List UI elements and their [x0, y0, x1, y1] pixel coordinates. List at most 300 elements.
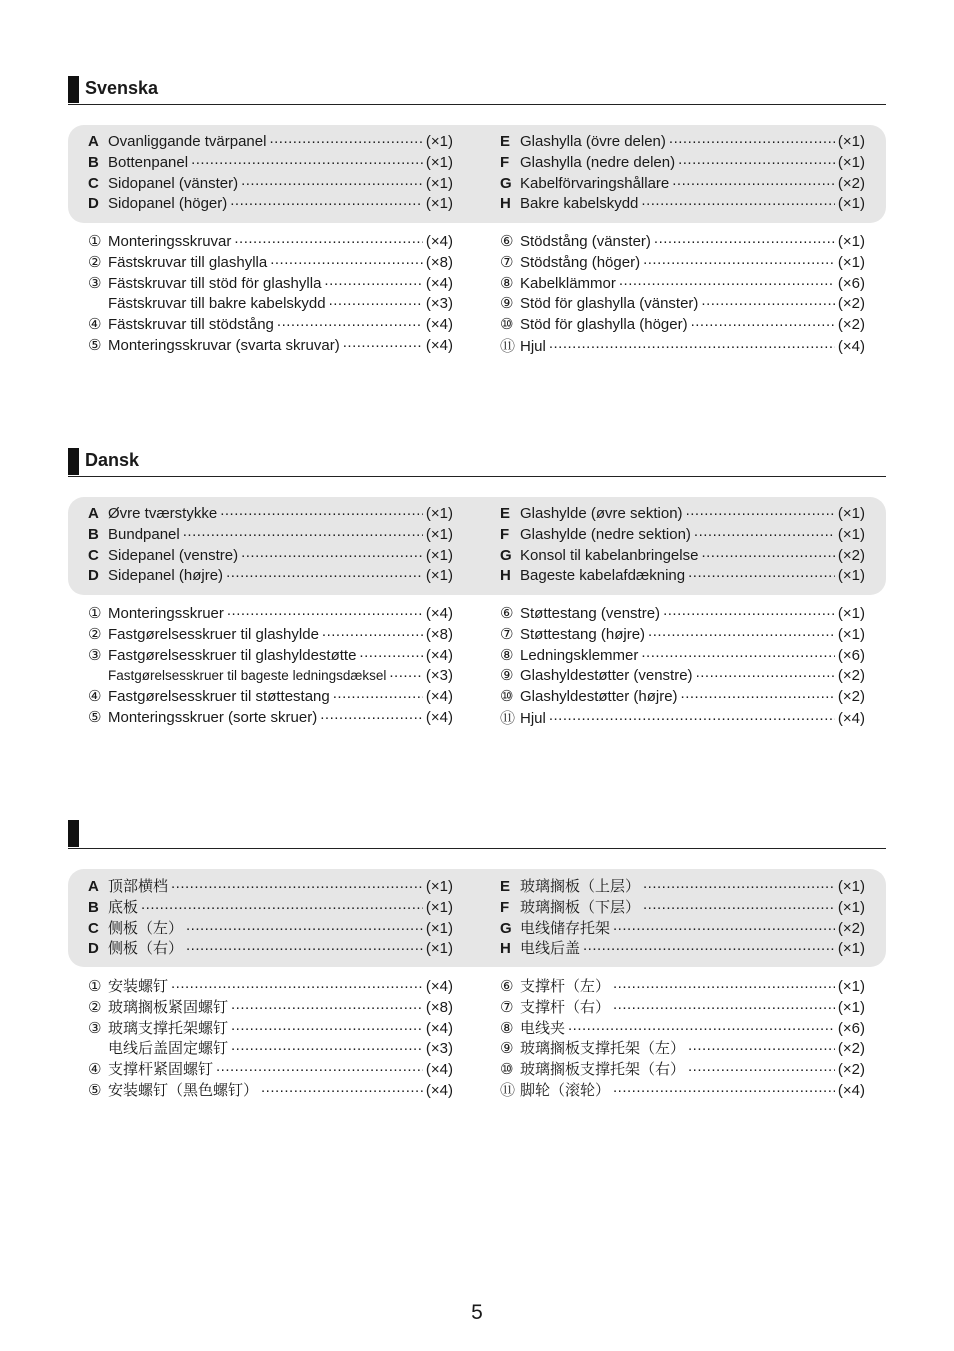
dot-leader: [230, 193, 423, 208]
item-name: 顶部横档: [108, 878, 169, 895]
section-header: [68, 446, 886, 477]
item-name: 玻璃搁板紧固螺钉: [108, 998, 229, 1016]
parts-list-item: [88, 665, 453, 686]
item-quantity: (×1): [425, 505, 453, 522]
item-key: ③: [88, 646, 102, 664]
item-quantity: (×1): [837, 153, 865, 171]
parts-list-item: [88, 1037, 453, 1058]
dot-leader: [261, 1080, 423, 1095]
dot-leader: [216, 1059, 423, 1074]
item-key: ⑪: [500, 1081, 516, 1099]
item-quantity: (×1): [425, 546, 453, 564]
item-key: ⑨: [500, 295, 514, 313]
item-key: ⑤: [88, 336, 102, 354]
dot-leader: [231, 1018, 423, 1033]
parts-list-item: [500, 996, 865, 1017]
item-name: Glashyldestøtter (højre): [520, 688, 678, 706]
parts-list-item: [88, 524, 453, 545]
item-key: ⑧: [500, 1019, 514, 1037]
item-name: Stödstång (höger): [520, 253, 641, 271]
dot-leader: [696, 665, 835, 680]
item-quantity: (×6): [837, 274, 865, 292]
item-name: 侧板（左）: [108, 919, 184, 937]
item-quantity: (×1): [425, 153, 453, 171]
item-name: Monteringsskruvar (svarta skruvar): [108, 336, 340, 354]
item-quantity: (×2): [837, 688, 865, 706]
item-key: G: [500, 919, 512, 937]
item-key: C: [88, 174, 99, 192]
item-name: Sidopanel (vänster): [108, 174, 239, 192]
item-name: 支撑杆（左）: [520, 978, 611, 995]
item-name: 玻璃搁板（上层）: [520, 878, 641, 895]
item-name: Fästskruvar till glashylla: [108, 253, 268, 271]
item-name: Støttestang (venstre): [520, 605, 661, 622]
item-name: Fastgørelsesskruer til støttestang: [108, 688, 330, 706]
dot-leader: [324, 273, 423, 288]
item-name: Stödstång (vänster): [520, 233, 651, 250]
item-quantity: (×4): [425, 1019, 453, 1037]
item-quantity: (×2): [837, 546, 865, 564]
item-quantity: (×8): [425, 253, 453, 271]
item-name: Støttestang (højre): [520, 625, 646, 643]
item-key: A: [88, 878, 99, 895]
item-quantity: (×2): [837, 667, 865, 685]
dot-leader: [672, 173, 835, 188]
item-name: 安装螺钉: [108, 978, 169, 995]
item-name: Konsol til kabelanbringelse: [520, 546, 699, 564]
item-name: Fastgørelsesskruer til glashylde: [108, 625, 319, 643]
item-key: ①: [88, 978, 102, 995]
item-name: Glashylla (övre delen): [520, 133, 666, 150]
item-name: Bundpanel: [108, 525, 180, 543]
item-key: ④: [88, 688, 102, 706]
section-title: Dansk: [85, 450, 140, 470]
dot-leader: [186, 918, 423, 933]
dot-leader: [648, 624, 835, 639]
parts-list-item: [500, 707, 865, 728]
item-quantity: (×1): [425, 940, 453, 958]
parts-list-item: [88, 273, 453, 294]
item-key: ⑨: [500, 1040, 514, 1058]
item-key: ⑧: [500, 274, 514, 292]
item-key: C: [88, 919, 99, 937]
item-key: ⑧: [500, 646, 514, 664]
dot-leader: [186, 938, 423, 953]
item-key: ①: [88, 605, 102, 622]
parts-list-item: [88, 1058, 453, 1079]
item-quantity: (×1): [837, 525, 865, 543]
dot-leader: [389, 665, 423, 680]
item-quantity: (×1): [837, 133, 865, 150]
language-section: [68, 818, 886, 1099]
item-key: ⑪: [500, 337, 516, 355]
parts-list-item: [500, 665, 865, 686]
item-name: 底板: [108, 898, 139, 916]
parts-list-item: [500, 293, 865, 314]
item-quantity: (×2): [837, 174, 865, 192]
item-name: Stöd för glashylla (vänster): [520, 295, 699, 313]
item-quantity: (×1): [837, 195, 865, 213]
parts-list-item: [88, 917, 453, 938]
item-key: H: [500, 567, 511, 585]
item-key: A: [88, 505, 99, 522]
parts-list-item: [88, 131, 453, 152]
hardware-column-left: [88, 975, 453, 1100]
item-quantity: (×1): [425, 878, 453, 895]
item-name: Fästskruvar till stöd för glashylla: [108, 274, 322, 292]
dot-leader: [688, 1059, 835, 1074]
parts-list-item: [88, 686, 453, 707]
dot-leader: [220, 503, 423, 518]
item-name: 安装螺钉（黑色螺钉）: [108, 1081, 259, 1099]
item-name: Bakre kabelskydd: [520, 195, 639, 213]
item-quantity: (×1): [425, 898, 453, 916]
parts-list-item: [88, 937, 453, 958]
dot-leader: [583, 938, 835, 953]
parts-list-item: [88, 896, 453, 917]
dot-leader: [613, 918, 835, 933]
item-name: Øvre tværstykke: [108, 505, 218, 522]
dot-leader: [619, 273, 835, 288]
item-name: Hjul: [520, 709, 546, 727]
item-quantity: (×1): [425, 525, 453, 543]
item-name: Sidepanel (højre): [108, 567, 224, 585]
dot-leader: [613, 976, 835, 991]
item-key: ⑩: [500, 688, 514, 706]
item-key: G: [500, 174, 512, 192]
item-name: Bageste kabelafdækning: [520, 567, 686, 585]
item-quantity: (×4): [425, 316, 453, 334]
item-quantity: (×1): [425, 133, 453, 150]
item-name: Sidepanel (venstre): [108, 546, 239, 564]
panels-column-left: [88, 503, 453, 586]
dot-leader: [688, 1038, 835, 1053]
item-quantity: (×1): [837, 253, 865, 271]
item-quantity: (×3): [425, 295, 453, 313]
language-section: [68, 74, 886, 355]
item-key: C: [88, 546, 99, 564]
parts-list-item: [88, 565, 453, 586]
parts-list-item: [500, 565, 865, 586]
item-quantity: (×1): [837, 505, 865, 522]
dot-leader: [183, 524, 423, 539]
dot-leader: [333, 686, 423, 701]
item-quantity: (×1): [837, 605, 865, 622]
section-header: [68, 74, 886, 105]
item-key: ⑤: [88, 708, 102, 726]
item-key: A: [88, 133, 99, 150]
item-quantity: (×1): [837, 898, 865, 916]
parts-list-item: [500, 503, 865, 524]
parts-list-item: [500, 314, 865, 335]
item-name: Fastgørelsesskruer til bageste ledningsdæksel: [108, 668, 387, 684]
parts-list-item: [88, 252, 453, 273]
dot-leader: [343, 335, 423, 350]
language-section: [68, 446, 886, 727]
item-name: Ovanliggande tvärpanel: [108, 133, 267, 150]
item-quantity: (×1): [425, 567, 453, 585]
item-name: 玻璃搁板（下层）: [520, 898, 641, 916]
item-quantity: (×2): [837, 295, 865, 313]
parts-list-item: [88, 293, 453, 314]
item-quantity: (×1): [837, 878, 865, 895]
item-key: ②: [88, 625, 102, 643]
dot-leader: [241, 173, 423, 188]
item-key: ④: [88, 316, 102, 334]
dot-leader: [643, 252, 835, 267]
parts-list-item: [88, 603, 453, 624]
parts-list-item: [88, 1079, 453, 1100]
item-name: Glashylla (nedre delen): [520, 153, 676, 171]
parts-list-item: [500, 252, 865, 273]
item-name: Fastgørelsesskruer til glashyldestøtte: [108, 646, 357, 664]
item-name: Kabelförvaringshållare: [520, 174, 670, 192]
parts-list-item: [88, 645, 453, 666]
dot-leader: [191, 152, 423, 167]
dot-leader: [688, 565, 835, 580]
dot-leader: [171, 976, 423, 991]
dot-leader: [329, 293, 423, 308]
item-key: ③: [88, 1019, 102, 1037]
item-quantity: (×2): [837, 919, 865, 937]
hardware-column-right: [500, 603, 865, 728]
item-quantity: (×4): [837, 337, 865, 355]
dot-leader: [359, 645, 422, 660]
dot-leader: [241, 545, 423, 560]
item-key: D: [88, 940, 99, 958]
item-key: ⑦: [500, 253, 514, 271]
item-quantity: (×4): [425, 646, 453, 664]
item-key: G: [500, 546, 512, 564]
item-quantity: (×4): [425, 233, 453, 250]
panels-column-right: [500, 503, 865, 586]
item-name: 电线储存托架: [520, 919, 611, 937]
parts-list-item: [500, 1058, 865, 1079]
dot-leader: [322, 624, 423, 639]
item-key: B: [88, 898, 99, 916]
parts-list-item: [88, 231, 453, 252]
parts-list-item: [88, 335, 453, 356]
item-key: ⑦: [500, 625, 514, 643]
dot-leader: [643, 876, 835, 891]
item-key: ⑩: [500, 316, 514, 334]
item-name: Monteringsskruer (sorte skruer): [108, 708, 318, 726]
dot-leader: [568, 1018, 835, 1033]
dot-leader: [654, 231, 835, 246]
item-key: E: [500, 133, 511, 150]
header-marker-bar: [68, 820, 79, 847]
item-key: H: [500, 195, 511, 213]
item-key: ⑨: [500, 667, 514, 685]
parts-list-item: [500, 173, 865, 194]
dot-leader: [226, 565, 423, 580]
dot-leader: [613, 997, 835, 1012]
parts-list-item: [500, 937, 865, 958]
item-quantity: (×6): [837, 1019, 865, 1037]
parts-list-item: [500, 524, 865, 545]
item-key: ⑥: [500, 233, 514, 250]
item-name: 玻璃支撑托架螺钉: [108, 1019, 229, 1037]
parts-list-item: [88, 875, 453, 896]
parts-list-item: [500, 231, 865, 252]
hardware-column-right: [500, 231, 865, 356]
parts-list-item: [500, 896, 865, 917]
dot-leader: [277, 314, 423, 329]
parts-list-item: [88, 624, 453, 645]
item-quantity: (×3): [425, 667, 453, 685]
item-name: Kabelklämmor: [520, 274, 616, 292]
dot-leader: [641, 193, 835, 208]
dot-leader: [269, 131, 422, 146]
item-quantity: (×1): [837, 998, 865, 1016]
item-quantity: (×1): [837, 978, 865, 995]
parts-list-item: [88, 503, 453, 524]
item-key: ⑦: [500, 998, 514, 1016]
parts-list-item: [88, 314, 453, 335]
header-marker-bar: [68, 448, 79, 475]
item-key: F: [500, 525, 510, 543]
parts-list-item: [500, 131, 865, 152]
item-quantity: (×4): [425, 1061, 453, 1079]
item-name: Fästskruvar till bakre kabelskydd: [108, 295, 326, 313]
dot-leader: [641, 645, 835, 660]
panels-column-left: [88, 875, 453, 958]
parts-list-item: [500, 624, 865, 645]
dot-leader: [701, 293, 834, 308]
item-name: Ledningsklemmer: [520, 646, 639, 664]
item-key: ②: [88, 253, 102, 271]
parts-list-item: [88, 996, 453, 1017]
parts-list-item: [500, 917, 865, 938]
parts-list-item: [500, 875, 865, 896]
item-quantity: (×2): [837, 1040, 865, 1058]
item-quantity: (×4): [837, 1081, 865, 1099]
item-name: 电线后盖: [520, 940, 581, 958]
item-name: 玻璃搁板支撑托架（左）: [520, 1040, 686, 1058]
header-marker-bar: [68, 76, 79, 103]
panels-column-right: [500, 131, 865, 214]
item-name: Glashylde (øvre sektion): [520, 505, 683, 522]
item-quantity: (×1): [425, 174, 453, 192]
item-name: Glashylde (nedre sektion): [520, 525, 691, 543]
parts-list-item: [500, 603, 865, 624]
item-key: ⑥: [500, 605, 514, 622]
section-title: Svenska: [85, 78, 159, 98]
dot-leader: [171, 876, 423, 891]
parts-list-item: [500, 545, 865, 566]
item-quantity: (×8): [425, 998, 453, 1016]
panels-column-right: [500, 875, 865, 958]
item-quantity: (×1): [837, 625, 865, 643]
item-quantity: (×4): [425, 708, 453, 726]
dot-leader: [320, 707, 423, 722]
dot-leader: [227, 603, 423, 618]
hardware-column-right: [500, 975, 865, 1100]
parts-list-item: [88, 1017, 453, 1038]
item-key: H: [500, 940, 511, 958]
parts-list-item: [500, 335, 865, 356]
dot-leader: [270, 252, 423, 267]
parts-list-item: [88, 707, 453, 728]
parts-list-item: [500, 1079, 865, 1100]
item-quantity: (×1): [837, 567, 865, 585]
parts-list-item: [500, 152, 865, 173]
item-name: Glashyldestøtter (venstre): [520, 667, 693, 685]
parts-list-item: [500, 193, 865, 214]
dot-leader: [669, 131, 835, 146]
item-key: ⑪: [500, 709, 516, 727]
item-name: 电线夹: [520, 1019, 566, 1037]
item-quantity: (×2): [837, 1061, 865, 1079]
dot-leader: [613, 1080, 835, 1095]
dot-leader: [694, 524, 835, 539]
dot-leader: [686, 503, 835, 518]
item-key: ⑩: [500, 1061, 514, 1079]
item-quantity: (×1): [425, 195, 453, 213]
item-quantity: (×8): [425, 625, 453, 643]
item-quantity: (×4): [425, 688, 453, 706]
parts-list-item: [500, 1037, 865, 1058]
item-quantity: (×4): [425, 274, 453, 292]
item-name: 支撑杆（右）: [520, 998, 611, 1016]
item-name: Monteringsskruer: [108, 605, 224, 622]
item-key: ①: [88, 233, 102, 250]
parts-list-item: [88, 545, 453, 566]
item-name: Fästskruvar till stödstång: [108, 316, 274, 334]
item-name: Sidopanel (höger): [108, 195, 228, 213]
item-quantity: (×1): [837, 940, 865, 958]
parts-list-item: [500, 645, 865, 666]
parts-list-item: [500, 1017, 865, 1038]
item-quantity: (×4): [837, 709, 865, 727]
parts-list-item: [88, 173, 453, 194]
item-key: ②: [88, 998, 102, 1016]
item-name: 玻璃搁板支撑托架（右）: [520, 1061, 686, 1079]
parts-list-item: [500, 975, 865, 996]
item-name: Hjul: [520, 337, 546, 355]
item-name: Stöd för glashylla (höger): [520, 316, 688, 334]
item-quantity: (×3): [425, 1040, 453, 1058]
dot-leader: [678, 152, 835, 167]
parts-list-item: [88, 152, 453, 173]
dot-leader: [681, 686, 835, 701]
item-key: F: [500, 898, 510, 916]
parts-list-item: [500, 273, 865, 294]
item-name: 电线后盖固定螺钉: [108, 1040, 229, 1058]
item-key: E: [500, 878, 511, 895]
item-quantity: (×1): [425, 919, 453, 937]
item-key: B: [88, 153, 99, 171]
item-quantity: (×2): [837, 316, 865, 334]
section-header: [68, 818, 886, 849]
item-name: 侧板（右）: [108, 940, 184, 958]
item-key: ③: [88, 274, 102, 292]
item-key: B: [88, 525, 99, 543]
item-name: Bottenpanel: [108, 153, 189, 171]
item-key: D: [88, 195, 99, 213]
panels-column-left: [88, 131, 453, 214]
item-quantity: (×6): [837, 646, 865, 664]
dot-leader: [701, 545, 834, 560]
hardware-column-left: [88, 603, 453, 728]
dot-leader: [234, 231, 423, 246]
item-key: D: [88, 567, 99, 585]
dot-leader: [549, 336, 835, 351]
dot-leader: [643, 897, 835, 912]
item-name: Monteringsskruvar: [108, 233, 232, 250]
dot-leader: [231, 997, 423, 1012]
parts-list-item: [500, 686, 865, 707]
